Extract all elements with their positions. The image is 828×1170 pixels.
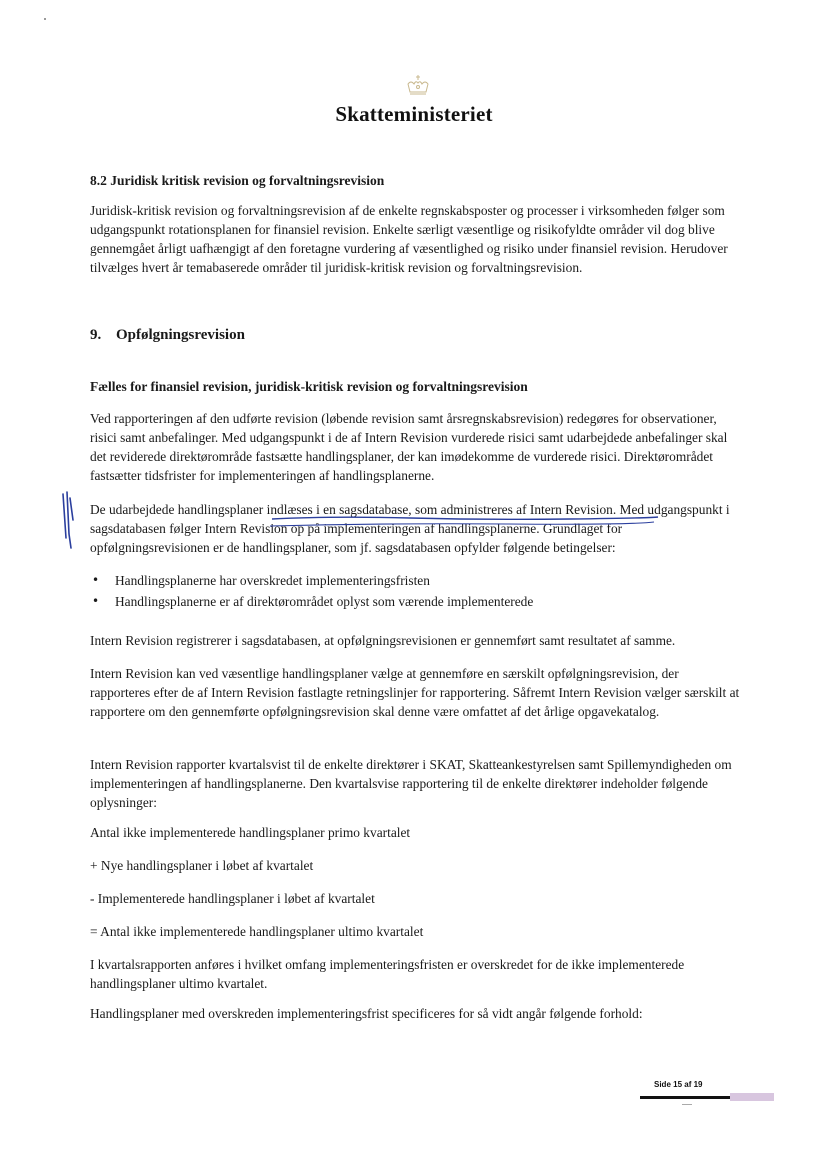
section-8-2-paragraph: Juridisk-kritisk revision og forvaltningsrevision af de enkelte regnskabsposter og processer i virksomheden følger som udgangspunkt rotationsplanen for finansiel revision. Enkelte særligt væsentlige og risikofyldte områder vil dog blive gennemgået årligt uafhængigt af den foretagne vurdering af væsentlighed og risiko under finansiel revision. Herudover tilvælges hvert år temabaserede områder til juridisk-kritisk revision og forvaltningsrevision. xyxy=(90,203,728,275)
paragraph-special-followup: Intern Revision kan ved væsentlige handlingsplaner vælge at gennemføre en særskilt opfølgningsrevision, der rapporteres efter de af Intern Revision fastlagte retningslinjer for rapportering. Såfremt Intern Revision vælger særskilt at rapportere om den gennemførte opfølgningsrevision skal denne være omfattet af det årlige opgavekatalog. xyxy=(90,666,740,719)
section-8-2-heading: 8.2 Juridisk kritisk revision og forvaltningsrevision xyxy=(90,173,385,188)
conditions-list xyxy=(90,570,740,612)
calc-line-ultimo: = Antal ikke implementerede handlingsplaner ultimo kvartalet xyxy=(90,924,424,939)
footer-rule xyxy=(640,1096,730,1099)
section-9-title: Opfølgningsrevision xyxy=(116,327,245,343)
calc-line-implemented: - Implementerede handlingsplaner i løbet af kvartalet xyxy=(90,891,375,906)
scan-speck xyxy=(44,18,46,20)
list-item: • Handlingsplanerne har overskredet implementeringsfristen xyxy=(90,570,740,591)
footer-accent-bar xyxy=(730,1093,774,1101)
list-item: • Handlingsplanerne er af direktørområdet oplyst som værende implementerede xyxy=(90,591,740,612)
paragraph-overdue: I kvartalsrapporten anføres i hvilket omfang implementeringsfristen er overskredet for de ikke implementerede handlingsplaner ultimo kvartalet. xyxy=(90,957,685,991)
calc-line-primo: Antal ikke implementerede handlingsplaner primo kvartalet xyxy=(90,825,411,840)
page-number: Side 15 af 19 xyxy=(654,1080,703,1089)
paragraph-registration: Intern Revision registrerer i sagsdatabasen, at opfølgningsrevisionen er gennemført samt resultatet af samme. xyxy=(90,633,676,648)
crown-icon xyxy=(405,74,431,98)
paragraph-quarterly: Intern Revision rapporter kvartalsvist til de enkelte direktører i SKAT, Skatteankestyrelsen samt Spillemyndigheden om implementeringen af handlingsplanerne. Den kvartalsvise rapportering til de enkelte direktører indeholder følgende oplysninger: xyxy=(90,757,732,810)
section-9-heading xyxy=(90,327,245,344)
paragraph-sagsdatabase: De udarbejdede handlingsplaner indlæses i en sagsdatabase, som administreres af Intern Revision. Med udgangspunkt i sagsdatabasen følger Intern Revision op på implementeringen af handlingsplanerne. Grundlaget for opfølgningsrevisionen er de handlingsplaner, som jf. sagsdatabasen opfylder følgende betingelser: xyxy=(90,502,730,555)
logo-wordmark: Skatteministeriet xyxy=(335,102,493,126)
section-9-number: 9. xyxy=(90,327,102,343)
section-9-subheading: Fælles for finansiel revision, juridisk-kritisk revision og forvaltningsrevision xyxy=(90,379,528,394)
paragraph-specification: Handlingsplaner med overskreden implementeringsfrist specificeres for så vidt angår følgende forhold: xyxy=(90,1006,643,1021)
footer-dot xyxy=(682,1104,692,1105)
ink-underline-2 xyxy=(268,520,658,528)
paragraph-reporting: Ved rapporteringen af den udførte revision (løbende revision samt årsregnskabsrevision) redegøres for observationer, risici samt anbefalinger. Med udgangspunkt i de af Intern Revision vurderede risici samt udarbejdede anbefalinger skal det reviderede direktørområde fastsætte handlingsplaner, der kan imødekomme de vurderede risici. Direktørområdet fastsætter tidsfrister for implementeringen af handlingsplanerne. xyxy=(90,411,728,483)
calc-line-new: + Nye handlingsplaner i løbet af kvartalet xyxy=(90,858,314,873)
margin-ink-mark xyxy=(60,490,76,552)
